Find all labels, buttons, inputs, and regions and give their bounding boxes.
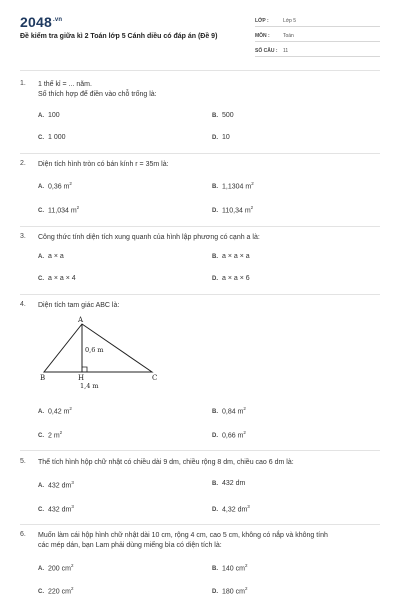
question-line: 1 thế kỉ = ... năm. xyxy=(38,81,92,88)
q6-option-c[interactable]: C. 220 $cm^2$ xyxy=(38,586,74,596)
vertex-b-label: B xyxy=(40,374,46,382)
vertex-c-label: C xyxy=(152,374,158,382)
meta-subject xyxy=(255,31,380,42)
meta-value: Toán xyxy=(283,33,294,39)
q4-option-a[interactable]: A. 0,42 $m^2$ xyxy=(38,406,72,416)
q5-option-b[interactable]: B. 432 dm xyxy=(212,480,246,487)
q1-option-b[interactable]: B. 500 xyxy=(212,112,234,119)
question-line: Muốn làm cái hộp hình chữ nhật dài 10 cm, rộng 4 cm, cao 5 cm, không có nắp và không tính xyxy=(38,532,328,539)
base-label: 1,4 m xyxy=(80,382,99,390)
logo-suffix: .vn xyxy=(52,17,63,24)
question-number: 3. xyxy=(20,233,26,240)
q3-option-c[interactable]: C. a × a × 4 xyxy=(38,275,76,282)
divider xyxy=(20,450,380,451)
question-line: Số thích hợp để điền vào chỗ trống là: xyxy=(38,91,157,98)
q1-option-c[interactable]: C. 1 000 xyxy=(38,134,66,141)
foot-h-label: H xyxy=(78,374,85,382)
question-text xyxy=(38,301,378,311)
divider xyxy=(20,226,380,227)
question-text xyxy=(38,160,378,170)
question-text xyxy=(38,233,378,243)
q1-option-d[interactable]: D. 10 xyxy=(212,134,230,141)
triangle-abc-diagram xyxy=(40,316,170,394)
meta-label: SỐ CÂU : xyxy=(255,48,278,54)
q2-option-c[interactable]: C. 11,034 $m^2$ xyxy=(38,205,80,215)
q4-option-c[interactable]: C. 2 $m^2$ xyxy=(38,430,63,440)
question-line: các mép dán, bạn Lam phải dùng miếng bìa có diện tích là: xyxy=(38,542,222,549)
meta-value: 11 xyxy=(283,48,289,54)
q2-option-d[interactable]: D. 110,34 $m^2$ xyxy=(212,205,254,215)
q5-option-a[interactable]: A. 432 $dm^3$ xyxy=(38,480,74,490)
question-line: Diện tích hình tròn có bán kính r = 35m là: xyxy=(38,161,169,168)
divider xyxy=(20,294,380,295)
q5-option-c[interactable]: C. 432 $dm^3$ xyxy=(38,504,74,514)
meta-count xyxy=(255,46,380,57)
q6-option-b[interactable]: B. 140 $cm^2$ xyxy=(212,563,248,573)
triangle-figure xyxy=(40,316,170,399)
question-line: Diện tích tam giác ABC là: xyxy=(38,302,120,309)
question-number: 6. xyxy=(20,531,26,538)
question-line: Công thức tính diện tích xung quanh của hình lập phương có cạnh a là: xyxy=(38,234,260,241)
question-number: 1. xyxy=(20,80,26,87)
meta-label: LỚP : xyxy=(255,18,269,24)
question-text xyxy=(38,80,378,100)
meta-value: Lớp 5 xyxy=(283,18,297,24)
vertex-a-label: A xyxy=(78,316,84,324)
site-logo[interactable] xyxy=(20,14,62,30)
logo-text: 2048 xyxy=(20,14,52,30)
q3-option-b[interactable]: B. a × a × a xyxy=(212,253,250,260)
question-number: 2. xyxy=(20,160,26,167)
q4-option-d[interactable]: D. 0,66 $m^2$ xyxy=(212,430,246,440)
q2-option-a[interactable]: A. 0,36 $m^2$ xyxy=(38,181,72,191)
question-text xyxy=(38,531,378,551)
q4-option-b[interactable]: B. 0,84 $m^2$ xyxy=(212,406,246,416)
divider xyxy=(20,524,380,525)
q3-option-a[interactable]: A. a × a xyxy=(38,253,64,260)
divider xyxy=(20,70,380,71)
question-number: 5. xyxy=(20,458,26,465)
height-label: 0,6 m xyxy=(85,346,104,354)
meta-class xyxy=(255,16,380,27)
question-line: Thể tích hình hộp chữ nhật có chiều dài 9 dm, chiều rộng 8 dm, chiều cao 6 dm là: xyxy=(38,459,294,466)
q6-option-a[interactable]: A. 200 $cm^2$ xyxy=(38,563,74,573)
document-title: Đề kiểm tra giữa kì 2 Toán lớp 5 Cánh diều có đáp án (Đề 9) xyxy=(20,33,218,40)
q6-option-d[interactable]: D. 180 $cm^2$ xyxy=(212,586,248,596)
q5-option-d[interactable]: D. 4,32 $dm^3$ xyxy=(212,504,250,514)
q1-option-a[interactable]: A. 100 xyxy=(38,112,60,119)
meta-label: MÔN : xyxy=(255,33,270,39)
question-text xyxy=(38,458,378,468)
question-number: 4. xyxy=(20,301,26,308)
right-angle-mark xyxy=(82,367,87,372)
divider xyxy=(20,153,380,154)
q3-option-d[interactable]: D. a × a × 6 xyxy=(212,275,250,282)
header xyxy=(0,0,400,72)
q2-option-b[interactable]: B. 1,1304 $m^2$ xyxy=(212,181,254,191)
